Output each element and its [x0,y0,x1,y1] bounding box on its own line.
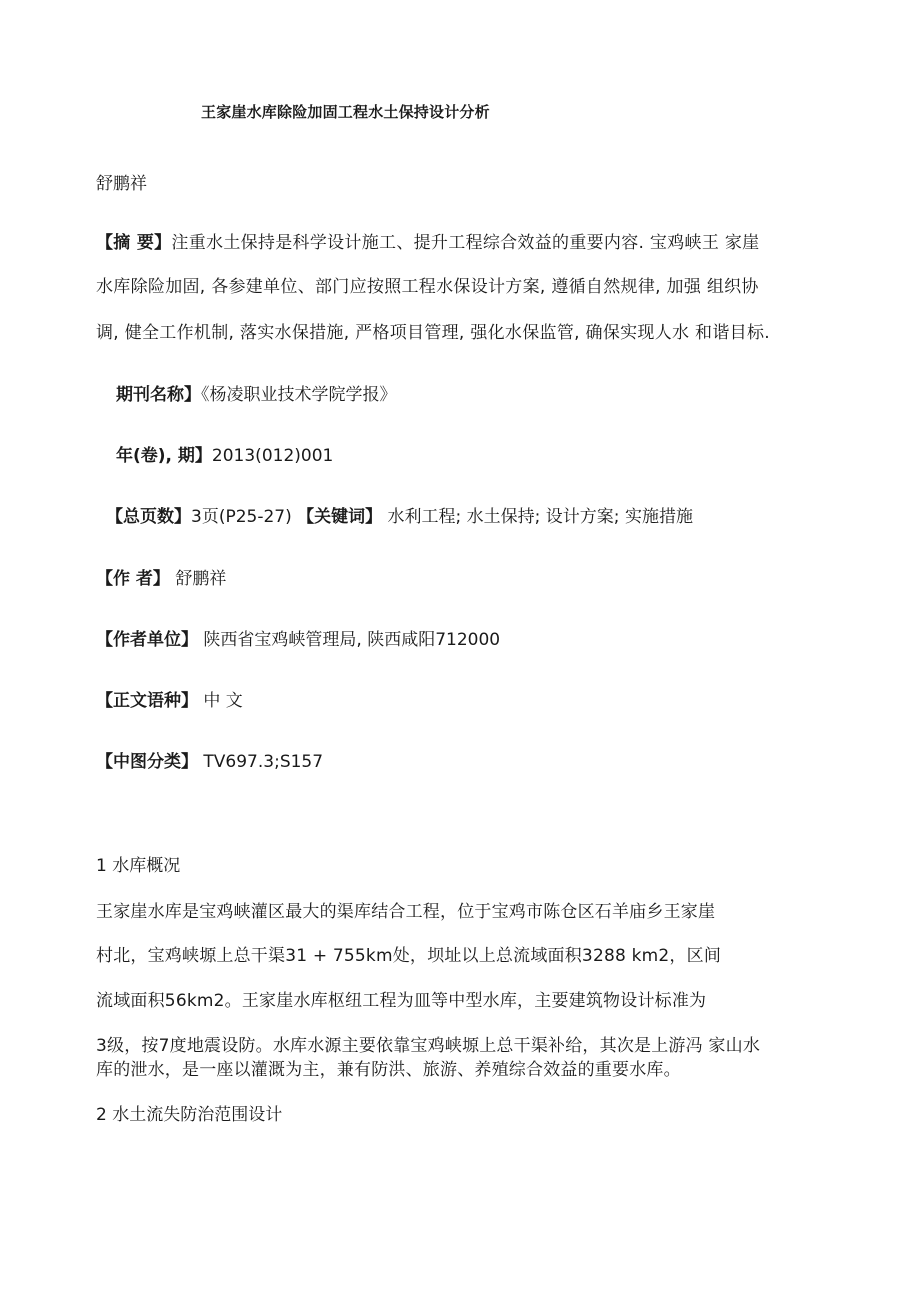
journal-label: 期刊名称】 [116,385,201,405]
abstract-text-1: 注重水土保持是科学设计施工、提升工程综合效益的重要内容. 宝鸡峡王 家崖 [171,233,760,253]
issue-row [116,441,333,466]
unit-row [96,625,500,650]
journal-row [116,380,397,405]
issue-label: 年(卷), 期】 [116,446,212,466]
author-value: 舒鹏祥 [175,569,227,589]
abstract-line-3: 调, 健全工作机制, 落实水保措施, 严格项目管理, 强化水保监管, 确保实现人水 和谐目标. [96,323,770,343]
unit-value: 陕西省宝鸡峡管理局, 陕西咸阳712000 [203,630,501,650]
keywords-label: 【关键词】 [297,507,383,527]
section-1-line-3: 流域面积56km2。王家崖水库枢纽工程为皿等中型水库，主要建筑物设计标准为 [96,991,707,1011]
section-1-line-4: 3级，按7度地震设防。水库水源主要依靠宝鸡峡塬上总干渠补给，其次是上游冯 家山水 [96,1036,761,1056]
author-label: 【作 者】 [96,569,170,589]
pages-label: 【总页数】 [106,507,191,527]
section-1-line-1: 王家崖水库是宝鸡峡灌区最大的渠库结合工程，位于宝鸡市陈仓区石羊庙乡王家崖 [96,902,716,922]
language-value: 中 文 [203,691,243,711]
abstract-label: 【摘 要】 [96,233,172,253]
section-2-heading: 2 水土流失防治范围设计 [96,1105,283,1125]
abstract-line-2: 水库除险加固, 各参建单位、部门应按照工程水保设计方案, 遵循自然规律, 加强 组织协 [96,277,759,297]
pages-keywords-row [106,502,693,527]
issue-value: 2013(012)001 [211,446,334,466]
keywords-value: 水利工程; 水土保持; 设计方案; 实施措施 [387,507,693,527]
classification-row [96,747,323,772]
abstract-line-1 [96,228,759,253]
language-row [96,686,243,711]
unit-label: 【作者单位】 [96,630,198,650]
journal-value: 《杨凌职业技术学院学报》 [201,385,397,405]
document-title: 王家崖水库除险加固工程水土保持设计分析 [201,103,490,121]
classification-label: 【中图分类】 [96,752,198,772]
classification-value: TV697.3;S157 [203,752,324,772]
section-1-line-5: 库的泄水，是一座以灌溉为主，兼有防洪、旅游、养殖综合效益的重要水库。 [96,1060,681,1080]
language-label: 【正文语种】 [96,691,198,711]
author-name: 舒鹏祥 [96,174,147,194]
section-1-heading: 1 水库概况 [96,856,181,876]
pages-value: 3页(P25-27) [191,507,292,527]
author-row [96,564,226,589]
section-1-line-2: 村北，宝鸡峡塬上总干渠31 + 755km处，坝址以上总流域面积3288 km2，区间 [96,946,722,966]
